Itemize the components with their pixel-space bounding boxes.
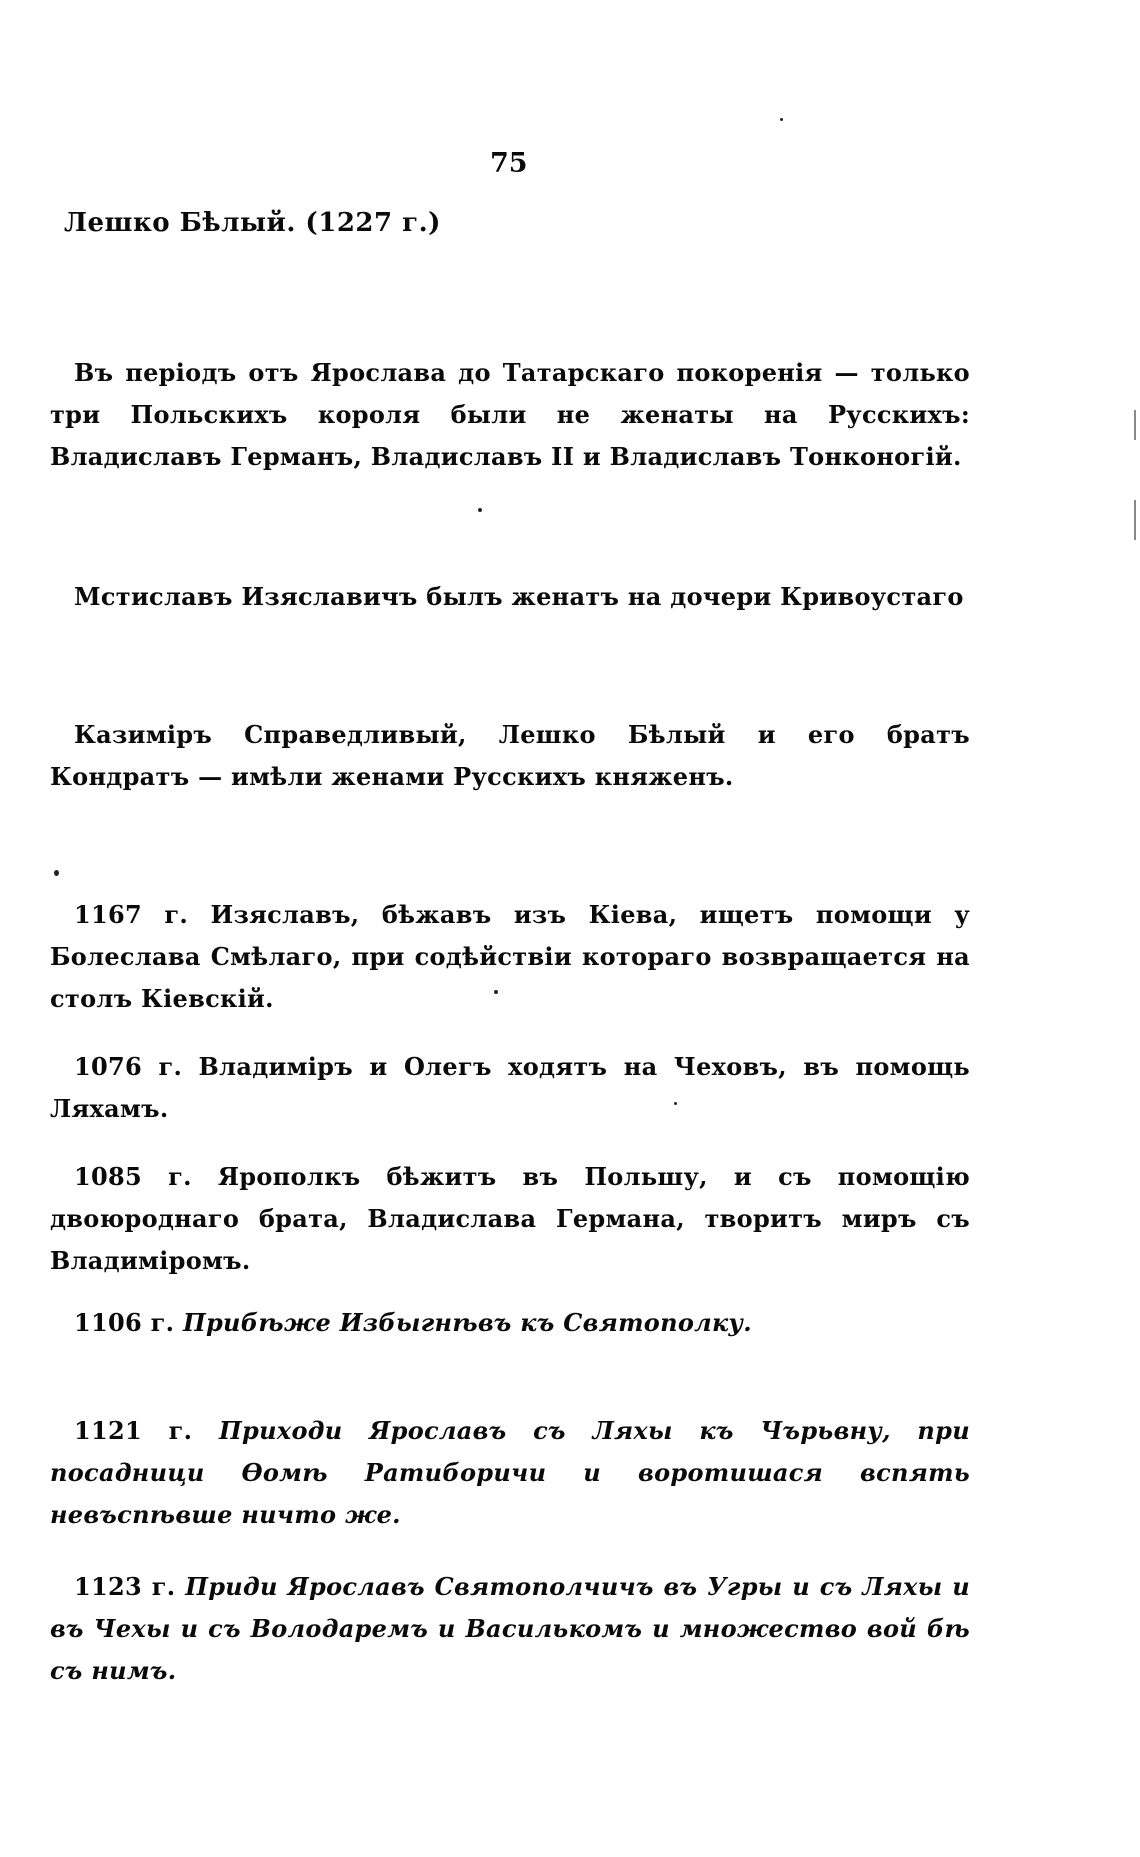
- scan-speck: [54, 870, 59, 876]
- entry-year: 1121 г.: [74, 1416, 193, 1445]
- entry-1106: [50, 1302, 970, 1344]
- entry-year: 1106 г.: [74, 1308, 175, 1337]
- scan-speck: [494, 990, 498, 994]
- entry-1167: 1167 г. Изяславъ, бѣжавъ изъ Кіева, ищетъ помощи у Болеслава Смѣлаго, при содѣйствіи котораго возвращается на столъ Кіевскій.: [50, 900, 970, 1013]
- scan-speck: [478, 508, 482, 512]
- entry-year: 1123 г.: [74, 1572, 176, 1601]
- entry-1085: 1085 г. Ярополкъ бѣжитъ въ Польшу, и съ помощію двоюроднаго брата, Владислава Германа, творитъ миръ съ Владиміромъ.: [50, 1162, 970, 1275]
- scan-edge-mark: [1134, 500, 1136, 540]
- paragraph-kazimir: Казиміръ Справедливый, Лешко Бѣлый и его братъ Кондратъ — имѣли женами Русскихъ княженъ.: [50, 720, 970, 791]
- scan-speck: [780, 118, 783, 121]
- entry-1076: 1076 г. Владиміръ и Олегъ ходятъ на Чеховъ, въ помощь Ляхамъ.: [50, 1052, 970, 1123]
- paragraph-mstislav: Мстиславъ Изяславичъ былъ женатъ на дочери Кривоустаго: [74, 582, 964, 611]
- chronicle-quote: Приходи Ярославъ съ Ляхы къ Чърьвну, при посадници Ѳомѣ Ратиборичи и воротишася вспять невъспѣвше ничто же.: [50, 1416, 970, 1529]
- paragraph-polish-kings: Въ періодъ отъ Ярослава до Татарскаго покоренія — только три Польскихъ короля были не женаты на Русскихъ: Владиславъ Германъ, Владиславъ II и Владиславъ Тонконогій.: [50, 358, 970, 471]
- chronicle-quote: Прибѣже Избыгнѣвъ къ Святополку.: [182, 1308, 752, 1337]
- chronicle-quote: Приди Ярославъ Святополчичъ въ Угры и съ Ляхы и въ Чехы и съ Володаремъ и Василькомъ и множество вой бѣ съ нимъ.: [50, 1572, 971, 1685]
- entry-1123: [50, 1566, 970, 1692]
- entry-1121: [50, 1410, 970, 1536]
- scan-speck: [674, 1102, 677, 1105]
- page-number: 75: [490, 148, 528, 179]
- scan-edge-mark: [1134, 410, 1136, 440]
- section-heading: Лешко Бѣлый. (1227 г.): [64, 208, 441, 238]
